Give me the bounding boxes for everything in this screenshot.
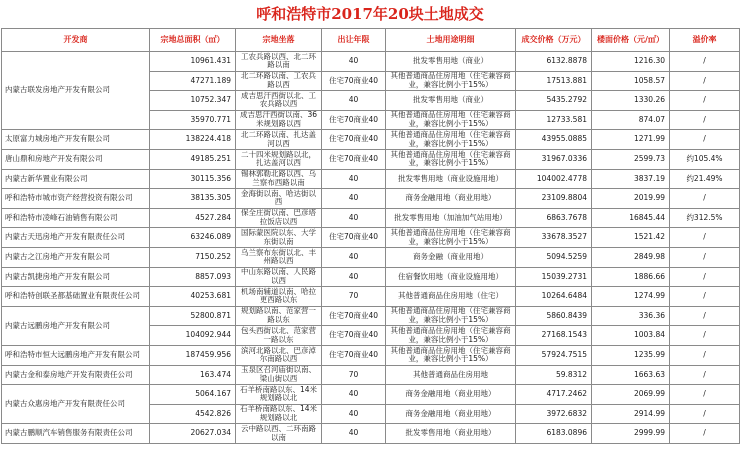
developer-cell: 内蒙古新华置业有限公司 xyxy=(2,169,150,189)
floor-price-cell: 2914.99 xyxy=(592,404,670,424)
premium-cell: / xyxy=(670,71,740,91)
floor-price-cell: 1058.57 xyxy=(592,71,670,91)
location-cell: 玉泉区召河庙街以南、梁山街以西 xyxy=(236,365,322,385)
price-cell: 12733.581 xyxy=(516,110,592,130)
land-use-cell: 商务金融用地（商业用地） xyxy=(386,189,516,209)
location-cell: 云中路以西、二环南路以南 xyxy=(236,424,322,444)
table-row xyxy=(2,130,740,150)
developer-cell: 呼和浩特市恒大远鹏房地产开发有限公司 xyxy=(2,345,150,365)
table-row xyxy=(2,306,740,326)
table-row xyxy=(2,267,740,287)
premium-cell: 约312.5% xyxy=(670,208,740,228)
location-cell: 国际蒙医院以东、大学东街以南 xyxy=(236,228,322,248)
developer-cell: 内蒙古联发房地产开发有限公司 xyxy=(2,52,150,130)
developer-cell: 内蒙古之江房地产开发有限公司 xyxy=(2,247,150,267)
land-use-cell: 批发零售用地（加油加气站用地） xyxy=(386,208,516,228)
premium-cell: / xyxy=(670,189,740,209)
location-cell: 中山东路以南、人民路以西 xyxy=(236,267,322,287)
location-cell: 二十四米规划路以北，扎达盖河以西 xyxy=(236,149,322,169)
premium-cell: / xyxy=(670,345,740,365)
table-row xyxy=(2,345,740,365)
floor-price-cell: 1235.99 xyxy=(592,345,670,365)
table-row xyxy=(2,365,740,385)
area-cell: 5064.167 xyxy=(150,385,236,405)
developer-cell: 呼和浩特市凌峰石油销售有限公司 xyxy=(2,208,150,228)
table-row xyxy=(2,189,740,209)
location-cell: 锡林郭勒北路以西、乌兰察布西路以南 xyxy=(236,169,322,189)
area-cell: 4527.284 xyxy=(150,208,236,228)
header-area: 宗地总面积（㎡） xyxy=(150,29,236,52)
location-cell: 北二环路以南、扎达盖河以西 xyxy=(236,130,322,150)
area-cell: 20627.034 xyxy=(150,424,236,444)
developer-cell: 内蒙古众惠房地产开发有限责任公司 xyxy=(2,385,150,424)
premium-cell: / xyxy=(670,130,740,150)
price-cell: 6132.8878 xyxy=(516,52,592,72)
land-use-cell: 批发零售用地（商业用地） xyxy=(386,424,516,444)
area-cell: 104092.944 xyxy=(150,326,236,346)
term-cell: 40 xyxy=(322,247,386,267)
area-cell: 35970.771 xyxy=(150,110,236,130)
land-use-cell: 其他普通商品住房用地（住宅兼容商业，兼容比例小于15%） xyxy=(386,149,516,169)
location-cell: 包头西街以北、范家营一路以东 xyxy=(236,326,322,346)
term-cell: 住宅70商业40 xyxy=(322,149,386,169)
floor-price-cell: 874.07 xyxy=(592,110,670,130)
header-location: 宗地坐落 xyxy=(236,29,322,52)
land-use-cell: 其他普通商品住房用地（住宅兼容商业，兼容比例小于15%） xyxy=(386,326,516,346)
location-cell: 成吉思汗西街以北、工农兵路以西 xyxy=(236,91,322,111)
page-title: 呼和浩特市2017年20块土地成交 xyxy=(256,5,484,23)
term-cell: 40 xyxy=(322,208,386,228)
price-cell: 10264.6484 xyxy=(516,287,592,307)
table-row xyxy=(2,169,740,189)
land-deals-table xyxy=(1,28,740,444)
premium-cell: / xyxy=(670,228,740,248)
land-use-cell: 住宿餐饮用地（商业设施用地） xyxy=(386,267,516,287)
floor-price-cell: 1521.42 xyxy=(592,228,670,248)
price-cell: 5435.2792 xyxy=(516,91,592,111)
term-cell: 住宅70商业40 xyxy=(322,130,386,150)
area-cell: 163.474 xyxy=(150,365,236,385)
land-use-cell: 批发零售用地（商业） xyxy=(386,52,516,72)
location-cell: 工农兵路以西、北二环路以南 xyxy=(236,52,322,72)
price-cell: 59.8312 xyxy=(516,365,592,385)
developer-cell: 内蒙古金和泰房地产开发有限责任公司 xyxy=(2,365,150,385)
premium-cell: / xyxy=(670,52,740,72)
location-cell: 乌兰察布东街以北、丰州路以西 xyxy=(236,247,322,267)
developer-cell: 唐山鼎和房地产开发有限公司 xyxy=(2,149,150,169)
area-cell: 52800.871 xyxy=(150,306,236,326)
term-cell: 40 xyxy=(322,91,386,111)
floor-price-cell: 2849.98 xyxy=(592,247,670,267)
land-use-cell: 其他普通商品住房用地（住宅兼容商业，兼容比例小于15%） xyxy=(386,130,516,150)
price-cell: 6183.0896 xyxy=(516,424,592,444)
premium-cell: 约21.49% xyxy=(670,169,740,189)
table-row xyxy=(2,385,740,405)
developer-cell: 太原富力城房地产开发有限公司 xyxy=(2,130,150,150)
floor-price-cell: 1274.99 xyxy=(592,287,670,307)
header-price: 成交价格（万元） xyxy=(516,29,592,52)
developer-cell: 内蒙古远鹏房地产开发有限公司 xyxy=(2,306,150,345)
price-cell: 31967.0336 xyxy=(516,149,592,169)
area-cell: 187459.956 xyxy=(150,345,236,365)
developer-cell: 内蒙古鹏顺汽车销售服务有限责任公司 xyxy=(2,424,150,444)
land-use-cell: 其他普通商品住房用地（住宅兼容商业，兼容比例小于15%） xyxy=(386,228,516,248)
term-cell: 40 xyxy=(322,385,386,405)
location-cell: 石羊桥南路以东、14米规划路以北 xyxy=(236,385,322,405)
area-cell: 30115.356 xyxy=(150,169,236,189)
area-cell: 49185.251 xyxy=(150,149,236,169)
area-cell: 38135.305 xyxy=(150,189,236,209)
area-cell: 10961.431 xyxy=(150,52,236,72)
premium-cell: / xyxy=(670,326,740,346)
developer-cell: 内蒙古天迅房地产开发有限责任公司 xyxy=(2,228,150,248)
term-cell: 70 xyxy=(322,365,386,385)
price-cell: 33678.3527 xyxy=(516,228,592,248)
term-cell: 40 xyxy=(322,169,386,189)
price-cell: 4717.2462 xyxy=(516,385,592,405)
land-use-cell: 商务金融用地（商业用地） xyxy=(386,404,516,424)
premium-cell: / xyxy=(670,385,740,405)
table-row xyxy=(2,287,740,307)
location-cell: 规划路以南、范家营一路以东 xyxy=(236,306,322,326)
price-cell: 3972.6832 xyxy=(516,404,592,424)
premium-cell: / xyxy=(670,404,740,424)
term-cell: 40 xyxy=(322,189,386,209)
area-cell: 40253.681 xyxy=(150,287,236,307)
floor-price-cell: 1886.66 xyxy=(592,267,670,287)
term-cell: 40 xyxy=(322,52,386,72)
term-cell: 70 xyxy=(322,287,386,307)
developer-cell: 内蒙古凯捷房地产开发有限公司 xyxy=(2,267,150,287)
table-row xyxy=(2,149,740,169)
term-cell: 住宅70商业40 xyxy=(322,345,386,365)
header-land-use: 土地用途明细 xyxy=(386,29,516,52)
premium-cell: / xyxy=(670,306,740,326)
land-use-cell: 其他普通商品住房用地（住宅兼容商业，兼容比例小于15%） xyxy=(386,110,516,130)
premium-cell: / xyxy=(670,267,740,287)
area-cell: 4542.826 xyxy=(150,404,236,424)
location-cell: 金海街以南、哈达街以西 xyxy=(236,189,322,209)
floor-price-cell: 1663.63 xyxy=(592,365,670,385)
premium-cell: / xyxy=(670,110,740,130)
price-cell: 5094.5259 xyxy=(516,247,592,267)
floor-price-cell: 1271.99 xyxy=(592,130,670,150)
location-cell: 保全庄街以南、巴彦塔拉饭店以西 xyxy=(236,208,322,228)
term-cell: 40 xyxy=(322,404,386,424)
land-use-cell: 其他普通商品住房用地（住宅兼容商业，兼容比例小于15%） xyxy=(386,345,516,365)
premium-cell: 约105.4% xyxy=(670,149,740,169)
term-cell: 住宅70商业40 xyxy=(322,71,386,91)
term-cell: 40 xyxy=(322,424,386,444)
table-row xyxy=(2,52,740,72)
location-cell: 机场南辅道以南、哈拉更西路以东 xyxy=(236,287,322,307)
table-row xyxy=(2,208,740,228)
land-use-cell: 批发零售用地（商业） xyxy=(386,91,516,111)
header-row xyxy=(2,29,740,52)
price-cell: 43955.0885 xyxy=(516,130,592,150)
price-cell: 5860.8439 xyxy=(516,306,592,326)
table-row xyxy=(2,247,740,267)
location-cell: 石羊桥南路以东、14米规划路以北 xyxy=(236,404,322,424)
floor-price-cell: 2599.73 xyxy=(592,149,670,169)
term-cell: 40 xyxy=(322,267,386,287)
header-term: 出让年限 xyxy=(322,29,386,52)
premium-cell: / xyxy=(670,247,740,267)
area-cell: 8857.093 xyxy=(150,267,236,287)
area-cell: 10752.347 xyxy=(150,91,236,111)
term-cell: 住宅70商业40 xyxy=(322,326,386,346)
location-cell: 北二环路以南、工农兵路以西 xyxy=(236,71,322,91)
term-cell: 住宅70商业40 xyxy=(322,228,386,248)
area-cell: 47271.189 xyxy=(150,71,236,91)
term-cell: 住宅70商业40 xyxy=(322,110,386,130)
floor-price-cell: 3837.19 xyxy=(592,169,670,189)
header-floor-price: 楼面价格（元/㎡） xyxy=(592,29,670,52)
land-use-cell: 其他普通商品住房用地 xyxy=(386,365,516,385)
price-cell: 27168.1543 xyxy=(516,326,592,346)
price-cell: 6863.7678 xyxy=(516,208,592,228)
location-cell: 滨河北路以北、巴彦淖尔南路以西 xyxy=(236,345,322,365)
price-cell: 23109.8804 xyxy=(516,189,592,209)
price-cell: 57924.7515 xyxy=(516,345,592,365)
premium-cell: / xyxy=(670,365,740,385)
floor-price-cell: 2999.99 xyxy=(592,424,670,444)
floor-price-cell: 1003.84 xyxy=(592,326,670,346)
land-use-cell: 商务金融（商业用地） xyxy=(386,247,516,267)
developer-cell: 呼和浩特创联圣都基础置业有限责任公司 xyxy=(2,287,150,307)
developer-cell: 呼和浩特市城市资产经营投资有限公司 xyxy=(2,189,150,209)
area-cell: 138224.418 xyxy=(150,130,236,150)
price-cell: 104002.4778 xyxy=(516,169,592,189)
floor-price-cell: 1216.30 xyxy=(592,52,670,72)
land-use-cell: 其他普通商品住房用地（住宅） xyxy=(386,287,516,307)
price-cell: 17513.881 xyxy=(516,71,592,91)
location-cell: 成吉思汗西街以南、36米规划路以西 xyxy=(236,110,322,130)
price-cell: 15039.2731 xyxy=(516,267,592,287)
header-premium: 溢价率 xyxy=(670,29,740,52)
term-cell: 住宅70商业40 xyxy=(322,306,386,326)
premium-cell: / xyxy=(670,424,740,444)
land-use-cell: 批发零售用地（商业设施用地） xyxy=(386,169,516,189)
floor-price-cell: 2069.99 xyxy=(592,385,670,405)
header-developer: 开发商 xyxy=(2,29,150,52)
area-cell: 7150.252 xyxy=(150,247,236,267)
premium-cell: / xyxy=(670,91,740,111)
land-use-cell: 其他普通商品住房用地（住宅兼容商业，兼容比例小于15%） xyxy=(386,306,516,326)
land-use-cell: 其他普通商品住房用地（住宅兼容商业，兼容比例小于15%） xyxy=(386,71,516,91)
land-use-cell: 商务金融用地（商业用地） xyxy=(386,385,516,405)
floor-price-cell: 16845.44 xyxy=(592,208,670,228)
area-cell: 63246.089 xyxy=(150,228,236,248)
premium-cell: / xyxy=(670,287,740,307)
floor-price-cell: 1330.26 xyxy=(592,91,670,111)
table-row xyxy=(2,228,740,248)
table-row xyxy=(2,424,740,444)
floor-price-cell: 2019.99 xyxy=(592,189,670,209)
floor-price-cell: 336.36 xyxy=(592,306,670,326)
